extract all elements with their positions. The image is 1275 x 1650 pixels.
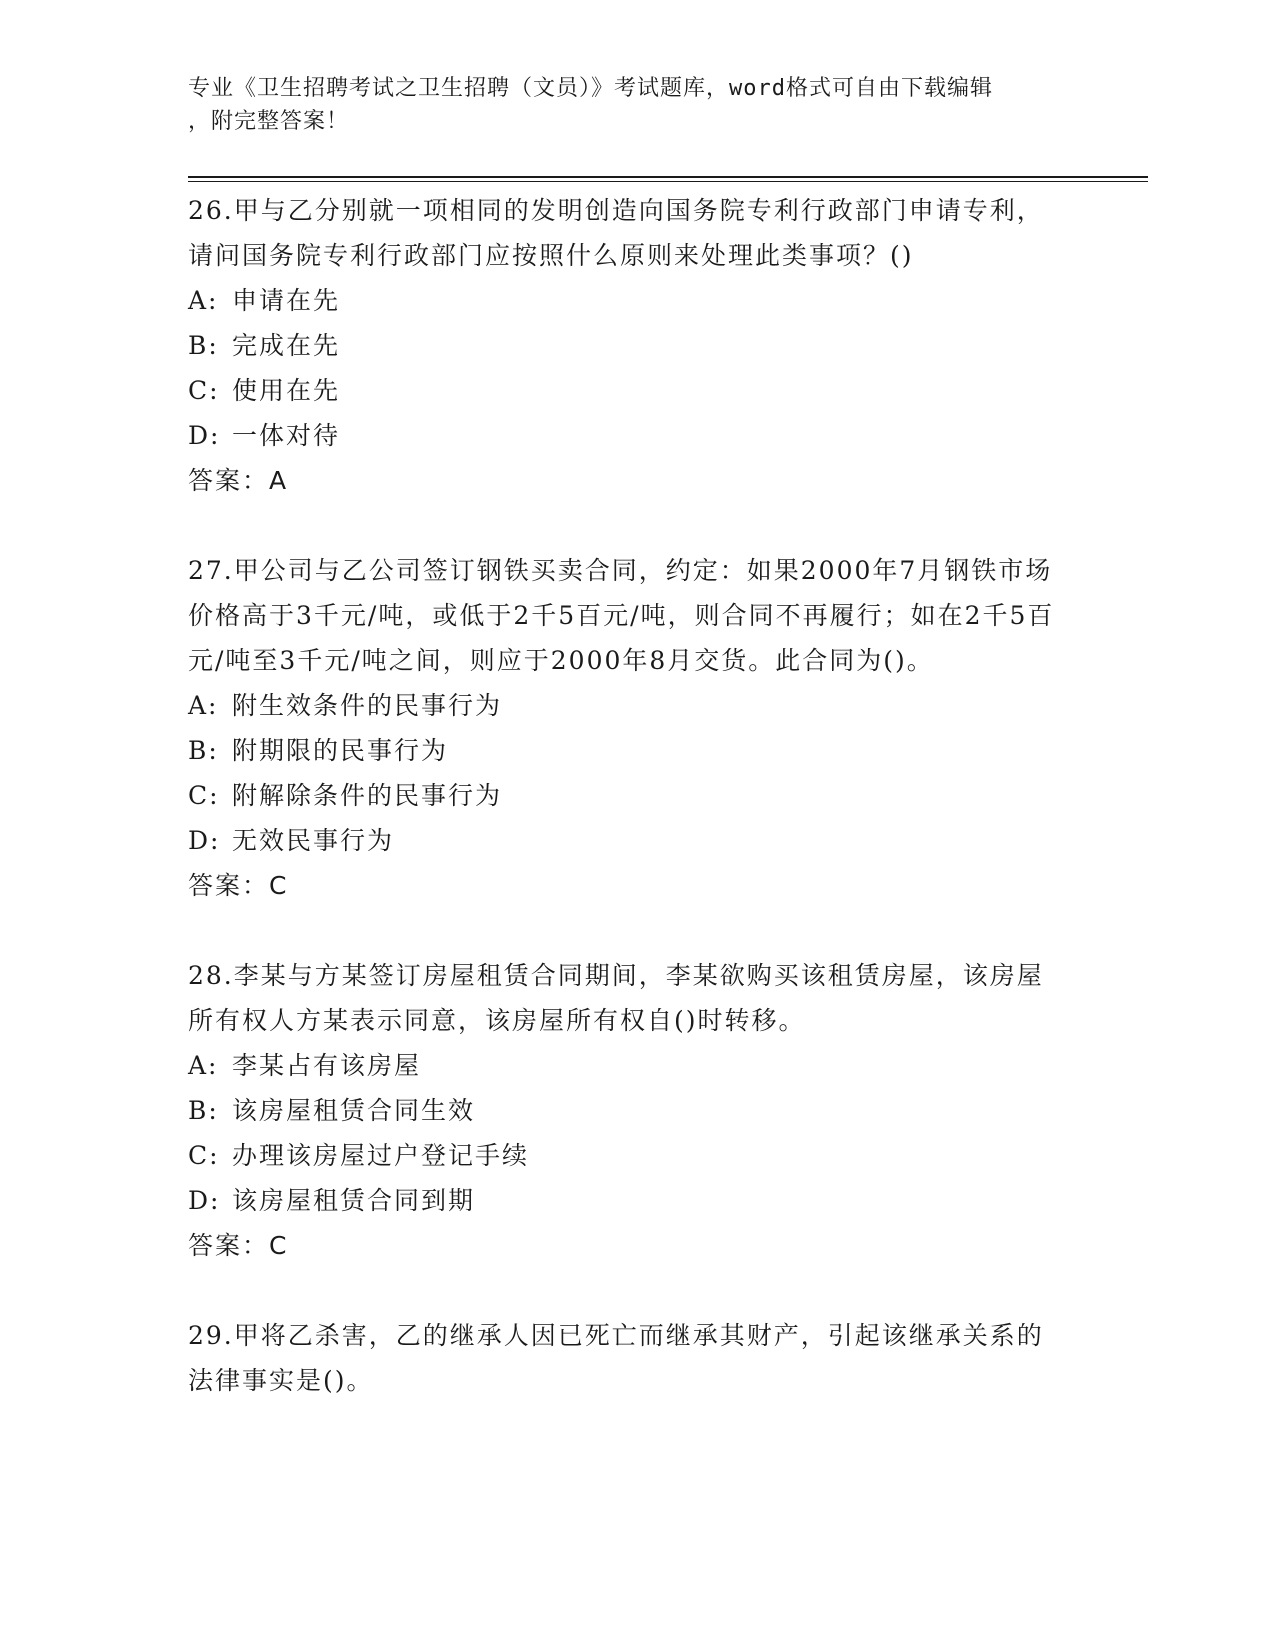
option-text: 附生效条件的民事行为 (232, 691, 503, 720)
option-d (188, 1178, 1088, 1223)
question-spacer (188, 1268, 1088, 1313)
option-text: 附期限的民事行为 (232, 736, 449, 765)
question-27 (188, 548, 1088, 908)
question-text: 28.李某与方某签订房屋租赁合同期间，李某欲购买该租赁房屋，该房屋所有权人方某表示同意，该房屋所有权自()时转移。 (188, 961, 1044, 1035)
header-line-2: ，附完整答案！ (188, 109, 350, 134)
question-spacer (188, 503, 1088, 548)
option-text: 附解除条件的民事行为 (232, 781, 503, 810)
question-list (188, 188, 1088, 1403)
option-key: C: (188, 781, 220, 810)
option-key: D: (188, 826, 221, 855)
header-divider-thin (188, 181, 1148, 182)
option-text: 申请在先 (232, 286, 341, 315)
question-26 (188, 188, 1088, 503)
option-text: 该房屋租赁合同生效 (232, 1096, 476, 1125)
option-d (188, 413, 1088, 458)
option-key: B: (188, 736, 219, 765)
option-text: 李某占有该房屋 (232, 1051, 422, 1080)
option-d (188, 818, 1088, 863)
option-c (188, 1133, 1088, 1178)
option-key: C: (188, 376, 220, 405)
option-b (188, 728, 1088, 773)
option-text: 完成在先 (232, 331, 341, 360)
question-29 (188, 1313, 1088, 1403)
option-key: D: (188, 421, 221, 450)
option-c (188, 773, 1088, 818)
question-text: 27.甲公司与乙公司签订钢铁买卖合同，约定：如果2000年7月钢铁市场价格高于3千元/吨，或低于2千5百元/吨，则合同不再履行；如在2千5百元/吨至3千元/吨之间，则应于2000年8月交货。此合同为()。 (188, 556, 1055, 675)
answer-line: 答案：C (188, 871, 289, 900)
option-b (188, 1088, 1088, 1133)
option-b (188, 323, 1088, 368)
header-line-1: 专业《卫生招聘考试之卫生招聘（文员）》考试题库，word格式可自由下载编辑 (188, 76, 993, 101)
question-spacer (188, 908, 1088, 953)
option-key: D: (188, 1186, 221, 1215)
answer-line: 答案：C (188, 1231, 289, 1260)
option-text: 无效民事行为 (232, 826, 395, 855)
option-key: B: (188, 1096, 219, 1125)
option-a (188, 683, 1088, 728)
option-key: B: (188, 331, 219, 360)
header-divider-thick (188, 176, 1148, 178)
option-text: 办理该房屋过户登记手续 (232, 1141, 530, 1170)
option-key: A: (188, 286, 219, 315)
option-a (188, 278, 1088, 323)
option-text: 该房屋租赁合同到期 (232, 1186, 476, 1215)
option-text: 一体对待 (232, 421, 341, 450)
option-key: C: (188, 1141, 220, 1170)
option-key: A: (188, 1051, 219, 1080)
option-a (188, 1043, 1088, 1088)
document-header (188, 72, 1068, 138)
question-28 (188, 953, 1088, 1268)
option-text: 使用在先 (232, 376, 341, 405)
answer-line: 答案：A (188, 466, 289, 495)
question-text: 26.甲与乙分别就一项相同的发明创造向国务院专利行政部门申请专利，请问国务院专利行政部门应按照什么原则来处理此类事项？() (188, 196, 1044, 270)
question-text: 29.甲将乙杀害，乙的继承人因已死亡而继承其财产，引起该继承关系的法律事实是()。 (188, 1321, 1044, 1395)
option-key: A: (188, 691, 219, 720)
option-c (188, 368, 1088, 413)
